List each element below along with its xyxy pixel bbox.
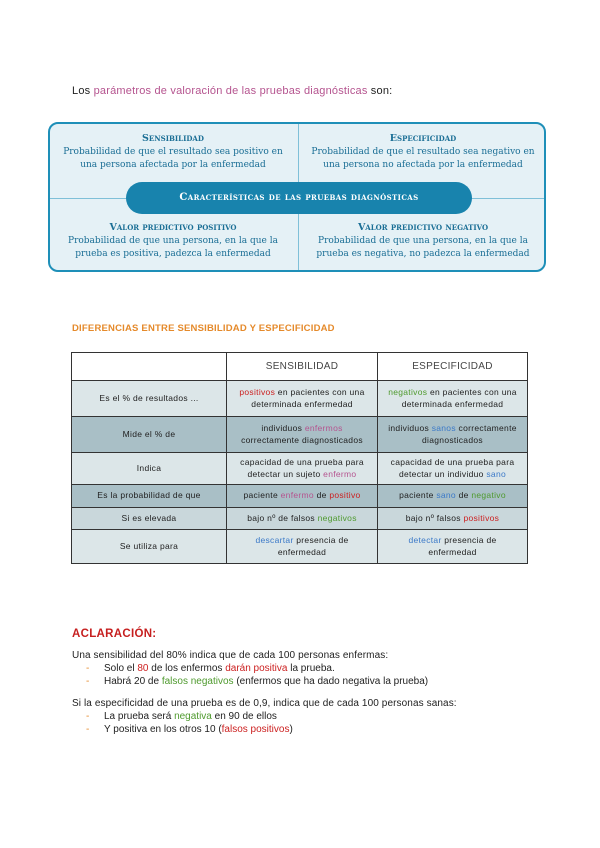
cell-sensibilidad [227,508,378,530]
cell-text: enfermo [280,490,314,501]
cell-sensibilidad [227,381,378,417]
bullet-text: falsos negativos [161,676,234,687]
intro-prefix: Los [72,85,94,97]
cell-sensibilidad [227,485,378,508]
table-row [72,485,528,508]
cell-text: enfermos [304,423,343,434]
bullet-text: Habrá 20 de [104,676,162,687]
cell-sensibilidad [227,453,378,485]
quadrant-vpn [300,221,546,261]
list-item [86,663,335,674]
table-row [72,417,528,453]
row-label: Indica [72,453,227,485]
cell-text: detectar un sujeto [247,468,324,479]
cell-text: en pacientes con una [427,387,517,398]
aclaracion-paragraph-1: Una sensibilidad del 80% indica que de cada 100 personas enfermas: [72,650,389,661]
list-item [86,724,293,735]
cell-text: positivo [329,490,361,501]
cell-text: negativos [317,512,357,523]
cell-text: individuos [388,423,432,434]
cell-text: negativos [388,387,428,398]
cell-text: de [313,490,330,501]
table-header-row [72,353,528,381]
cell-text: positivos [463,512,500,523]
cell-text: enfermedad [428,546,477,557]
cell-text: presencia de [293,535,349,546]
diagram-center-label: Características de las pruebas diagnósticas [126,182,472,214]
bullet-dash: - [86,663,90,674]
table-header-empty [72,353,227,381]
quadrant-text: Probabilidad de que una persona, en la que la [318,235,528,246]
cell-especificidad [378,530,528,564]
cell-text: bajo nº de falsos [247,512,318,523]
row-label: Mide el % de [72,417,227,453]
bullet-text: darán positiva [225,663,288,674]
bullet-dash: - [86,711,90,722]
cell-text: correctamente [455,423,517,434]
table-row [72,453,528,485]
intro-suffix: son: [367,85,393,97]
section-heading: DIFERENCIAS ENTRE SENSIBILIDAD Y ESPECIFICIDAD [72,323,335,334]
cell-especificidad [378,508,528,530]
cell-text: detectar [408,535,442,546]
cell-text: en pacientes con una [275,387,365,398]
bullet-dash: - [86,676,90,687]
cell-text: de [455,490,472,501]
row-label: Se utiliza para [72,530,227,564]
cell-text: paciente [399,490,437,501]
table-header-especificidad: ESPECIFICIDAD [378,353,528,381]
cell-text: diagnosticados [422,434,483,445]
list-item [86,676,428,687]
table-header-sensibilidad: SENSIBILIDAD [227,353,378,381]
row-label: Es la probabilidad de que [72,485,227,508]
cell-text: negativo [471,490,506,501]
bullet-text: en 90 de ellos [211,711,277,722]
bullet-text: 80 [137,663,149,674]
diagnostic-characteristics-diagram [48,122,546,272]
row-label: Si es elevada [72,508,227,530]
bullet-text: ) [289,724,293,735]
cell-text: determinada enfermedad [251,398,353,409]
cell-text: sano [486,468,507,479]
quadrant-vpp [50,221,296,261]
cell-sensibilidad [227,417,378,453]
quadrant-sensibilidad [50,132,296,172]
cell-text: enfermedad [277,546,327,557]
cell-sensibilidad [227,530,378,564]
bullet-text: Solo el [104,663,138,674]
quadrant-title: Sensibilidad [142,133,204,144]
cell-text: correctamente diagnosticados [241,434,363,445]
bullet-text: (enfermos que ha dado negativa la prueba) [233,676,429,687]
bullet-text: Y positiva en los otros 10 ( [104,724,222,735]
list-item [86,711,277,722]
quadrant-text: una persona no afectada por la enfermedad [323,159,523,170]
bullet-text: La prueba será [104,711,175,722]
cell-text: descartar [255,535,294,546]
quadrant-especificidad [300,132,546,172]
aclaracion-title: ACLARACIÓN: [72,628,157,640]
cell-text: positivos [239,387,276,398]
quadrant-text: una persona afectada por la enfermedad [80,159,266,170]
cell-text: presencia de [441,535,497,546]
table-row [72,508,528,530]
quadrant-text: prueba es negativa, no padezca la enfermedad [316,248,530,259]
table-row [72,530,528,564]
cell-especificidad [378,485,528,508]
cell-especificidad [378,453,528,485]
cell-text: paciente [243,490,281,501]
quadrant-title: Valor predictivo negativo [357,222,489,233]
cell-text: sano [436,490,456,501]
intro-highlight: parámetros de valoración de las pruebas diagnósticas [93,85,368,97]
cell-especificidad [378,417,528,453]
quadrant-title: Especificidad [389,133,457,144]
bullet-dash: - [86,724,90,735]
bullet-text: negativa [174,711,212,722]
bullet-text: falsos positivos [221,724,290,735]
cell-text: capacidad de una prueba para [240,457,364,468]
quadrant-title: Valor predictivo positivo [109,222,237,233]
cell-especificidad [378,381,528,417]
quadrant-text: Probabilidad de que una persona, en la que la [68,235,278,246]
quadrant-text: Probabilidad de que el resultado sea negativo en [311,146,535,157]
cell-text: bajo nº falsos [405,512,464,523]
aclaracion-paragraph-2: Si la especificidad de una prueba es de 0,9, indica que de cada 100 personas sanas: [72,698,457,709]
cell-text: capacidad de una prueba para [390,457,515,468]
quadrant-text: Probabilidad de que el resultado sea positivo en [63,146,283,157]
cell-text: enfermo [323,468,357,479]
table-row [72,381,528,417]
quadrant-text: prueba es positiva, padezca la enfermedad [75,248,271,259]
intro-text [72,85,392,97]
cell-text: detectar un individuo [398,468,487,479]
bullet-text: de los enfermos [148,663,226,674]
cell-text: sanos [431,423,456,434]
comparison-table [71,352,528,564]
row-label: Es el % de resultados ... [72,381,227,417]
bullet-text: la prueba. [287,663,335,674]
cell-text: determinada enfermedad [401,398,504,409]
cell-text: individuos [261,423,305,434]
